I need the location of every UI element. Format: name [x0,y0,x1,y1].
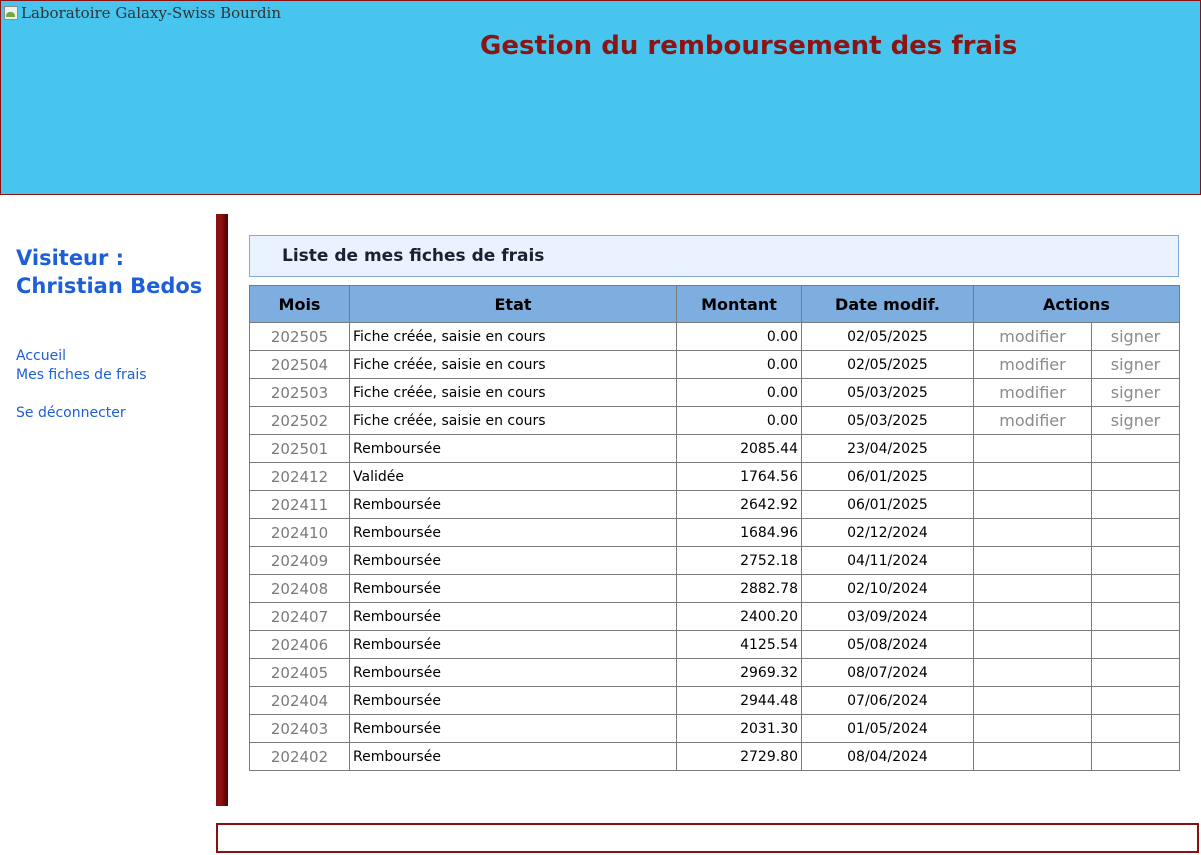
cell-action-edit [974,631,1092,659]
visitor-heading [16,244,206,300]
cell-date-modif: 02/05/2025 [802,323,974,351]
cell-mois: 202503 [250,379,350,407]
table-row [250,351,1180,379]
cell-mois: 202504 [250,351,350,379]
sidebar [0,214,216,806]
cell-montant: 2642.92 [677,491,802,519]
cell-montant: 0.00 [677,379,802,407]
cell-action-edit [974,603,1092,631]
cell-etat: Remboursée [350,687,677,715]
cell-mois: 202410 [250,519,350,547]
cell-action-edit [974,519,1092,547]
sign-link[interactable]: signer [1110,327,1161,346]
cell-date-modif: 05/03/2025 [802,407,974,435]
cell-action-sign [1092,463,1180,491]
sign-link[interactable]: signer [1110,411,1161,430]
cell-montant: 0.00 [677,323,802,351]
table-row [250,659,1180,687]
cell-etat: Fiche créée, saisie en cours [350,351,677,379]
cell-action-edit [974,743,1092,771]
broken-image-icon [3,5,19,21]
cell-montant: 2400.20 [677,603,802,631]
visitor-label: Visiteur : [16,246,125,270]
table-row [250,519,1180,547]
cell-action-edit [974,575,1092,603]
cell-etat: Fiche créée, saisie en cours [350,323,677,351]
cell-mois: 202403 [250,715,350,743]
table-row [250,547,1180,575]
table-row [250,743,1180,771]
table-row [250,379,1180,407]
edit-link[interactable]: modifier [999,383,1066,402]
cell-montant: 2031.30 [677,715,802,743]
cell-action-edit [974,715,1092,743]
cell-action-edit [974,323,1092,351]
cell-action-sign [1092,379,1180,407]
cell-action-sign [1092,715,1180,743]
table-row [250,435,1180,463]
menu-link-home[interactable]: Accueil [16,348,66,364]
cell-mois: 202502 [250,407,350,435]
cell-action-sign [1092,407,1180,435]
footer-bar [216,823,1199,853]
cell-mois: 202402 [250,743,350,771]
cell-etat: Remboursée [350,491,677,519]
table-row [250,323,1180,351]
cell-montant: 2729.80 [677,743,802,771]
company-logo [3,4,281,22]
cell-etat: Remboursée [350,603,677,631]
cell-mois: 202501 [250,435,350,463]
sidebar-divider [216,214,228,806]
cell-montant: 2944.48 [677,687,802,715]
cell-date-modif: 02/12/2024 [802,519,974,547]
table-row [250,631,1180,659]
cell-date-modif: 08/07/2024 [802,659,974,687]
column-header-montant: Montant [677,286,802,323]
cell-mois: 202505 [250,323,350,351]
cell-date-modif: 23/04/2025 [802,435,974,463]
cell-action-sign [1092,547,1180,575]
expense-sheets-table [249,285,1180,771]
cell-mois: 202409 [250,547,350,575]
app-title: Gestion du remboursement des frais [480,31,1018,61]
cell-etat: Fiche créée, saisie en cours [350,379,677,407]
table-row [250,491,1180,519]
cell-date-modif: 05/08/2024 [802,631,974,659]
main-content [249,235,1179,771]
cell-montant: 2969.32 [677,659,802,687]
cell-etat: Remboursée [350,743,677,771]
header-banner [0,0,1201,195]
cell-action-sign [1092,687,1180,715]
cell-action-edit [974,687,1092,715]
column-header-etat: Etat [350,286,677,323]
cell-action-sign [1092,659,1180,687]
cell-action-sign [1092,323,1180,351]
cell-action-edit [974,351,1092,379]
cell-montant: 0.00 [677,407,802,435]
cell-montant: 2882.78 [677,575,802,603]
table-row [250,407,1180,435]
cell-action-edit [974,463,1092,491]
cell-action-edit [974,547,1092,575]
cell-date-modif: 04/11/2024 [802,547,974,575]
cell-action-sign [1092,435,1180,463]
cell-etat: Remboursée [350,631,677,659]
cell-montant: 4125.54 [677,631,802,659]
cell-mois: 202405 [250,659,350,687]
cell-mois: 202408 [250,575,350,603]
cell-action-edit [974,491,1092,519]
cell-action-sign [1092,491,1180,519]
sign-link[interactable]: signer [1110,355,1161,374]
edit-link[interactable]: modifier [999,327,1066,346]
cell-action-sign [1092,603,1180,631]
cell-date-modif: 01/05/2024 [802,715,974,743]
cell-etat: Remboursée [350,435,677,463]
cell-etat: Validée [350,463,677,491]
cell-montant: 1684.96 [677,519,802,547]
cell-date-modif: 05/03/2025 [802,379,974,407]
cell-montant: 2752.18 [677,547,802,575]
cell-etat: Remboursée [350,519,677,547]
cell-mois: 202406 [250,631,350,659]
table-row [250,603,1180,631]
cell-montant: 0.00 [677,351,802,379]
cell-date-modif: 08/04/2024 [802,743,974,771]
cell-action-sign [1092,631,1180,659]
cell-etat: Fiche créée, saisie en cours [350,407,677,435]
cell-date-modif: 03/09/2024 [802,603,974,631]
cell-montant: 1764.56 [677,463,802,491]
table-row [250,463,1180,491]
cell-mois: 202411 [250,491,350,519]
cell-mois: 202407 [250,603,350,631]
cell-etat: Remboursée [350,575,677,603]
cell-action-edit [974,659,1092,687]
list-title: Liste de mes fiches de frais [249,235,1179,277]
cell-mois: 202412 [250,463,350,491]
cell-date-modif: 02/05/2025 [802,351,974,379]
table-header-row [250,286,1180,323]
cell-etat: Remboursée [350,659,677,687]
cell-date-modif: 06/01/2025 [802,491,974,519]
column-header-date-modif: Date modif. [802,286,974,323]
edit-link[interactable]: modifier [999,355,1066,374]
logo-alt-text: Laboratoire Galaxy-Swiss Bourdin [21,4,282,22]
visitor-name: Christian Bedos [16,274,203,298]
cell-montant: 2085.44 [677,435,802,463]
table-row [250,715,1180,743]
cell-etat: Remboursée [350,547,677,575]
sign-link[interactable]: signer [1110,383,1161,402]
cell-action-edit [974,407,1092,435]
cell-date-modif: 07/06/2024 [802,687,974,715]
menu-link-logout[interactable]: Se déconnecter [16,405,126,421]
table-row [250,687,1180,715]
cell-action-edit [974,435,1092,463]
column-header-actions: Actions [974,286,1180,323]
menu-link-my-sheets[interactable]: Mes fiches de frais [16,367,147,383]
cell-mois: 202404 [250,687,350,715]
cell-date-modif: 06/01/2025 [802,463,974,491]
edit-link[interactable]: modifier [999,411,1066,430]
column-header-mois: Mois [250,286,350,323]
cell-action-sign [1092,351,1180,379]
cell-etat: Remboursée [350,715,677,743]
cell-action-sign [1092,519,1180,547]
sidebar-menu [16,347,147,423]
cell-date-modif: 02/10/2024 [802,575,974,603]
table-row [250,575,1180,603]
cell-action-sign [1092,743,1180,771]
cell-action-edit [974,379,1092,407]
cell-action-sign [1092,575,1180,603]
